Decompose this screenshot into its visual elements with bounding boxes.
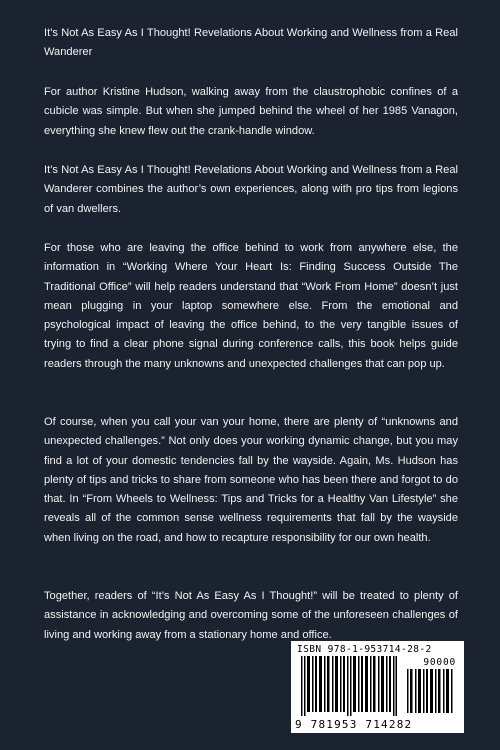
wellness-paragraph: Of course, when you call your van your home, there are plenty of “unknowns and unexpected challenges.” Not only does your working dynamic change, but you may find a lot of your domestic tendencies fall by the wayside. Again, Ms. Hudson has plenty of tips and tricks to share from someone who has been there and forgot to do that. In “From Wheels to Wellness: Tips and Tricks for a Healthy Van Lifestyle” she reveals all of the common sense wellness requirements that fall by the wayside when living on the road, and how to recapture responsibility for our own health. xyxy=(44,416,458,544)
ean-digits: 9 781953 714282 xyxy=(295,718,413,731)
barcode-box xyxy=(291,641,464,733)
price-code: 90000 xyxy=(423,657,456,668)
working-paragraph: For those who are leaving the office behind to work from anywhere else, the information in “Working Where Your Heart Is: Finding Success Outside The Traditional Office” will help readers understand that “Work From Home” doesn’t just mean plugging in your laptop somewhere else. From the emotional and psychological impact of leaving the office behind, to the very tangible issues of trying to find a clear phone signal during conference calls, this book helps guide readers through the many unknowns and unexpected challenges that can pop up. xyxy=(44,242,458,370)
summary-paragraph: It’s Not As Easy As I Thought! Revelations About Working and Wellness from a Real Wanderer combines the author’s own experiences, along with pro tips from legions of van dwellers. xyxy=(44,164,458,215)
intro-paragraph: For author Kristine Hudson, walking away from the claustrophobic confines of a cubicle was simple. But when she jumped behind the wheel of her 1985 Vanagon, everything she knew flew out the crank-handle window. xyxy=(44,86,458,137)
isbn-label: ISBN 978-1-953714-28-2 xyxy=(297,644,432,655)
title-paragraph: It’s Not As Easy As I Thought! Revelations About Working and Wellness from a Real Wanderer xyxy=(44,27,458,59)
closing-paragraph: Together, readers of “It’s Not As Easy As I Thought!” will be treated to plenty of assistance in acknowledging and overcoming some of the unforeseen challenges of living and working away from a stationary home and office. xyxy=(44,590,458,641)
ean-barcode-graphic xyxy=(301,656,397,716)
addon-barcode-graphic xyxy=(407,669,455,713)
